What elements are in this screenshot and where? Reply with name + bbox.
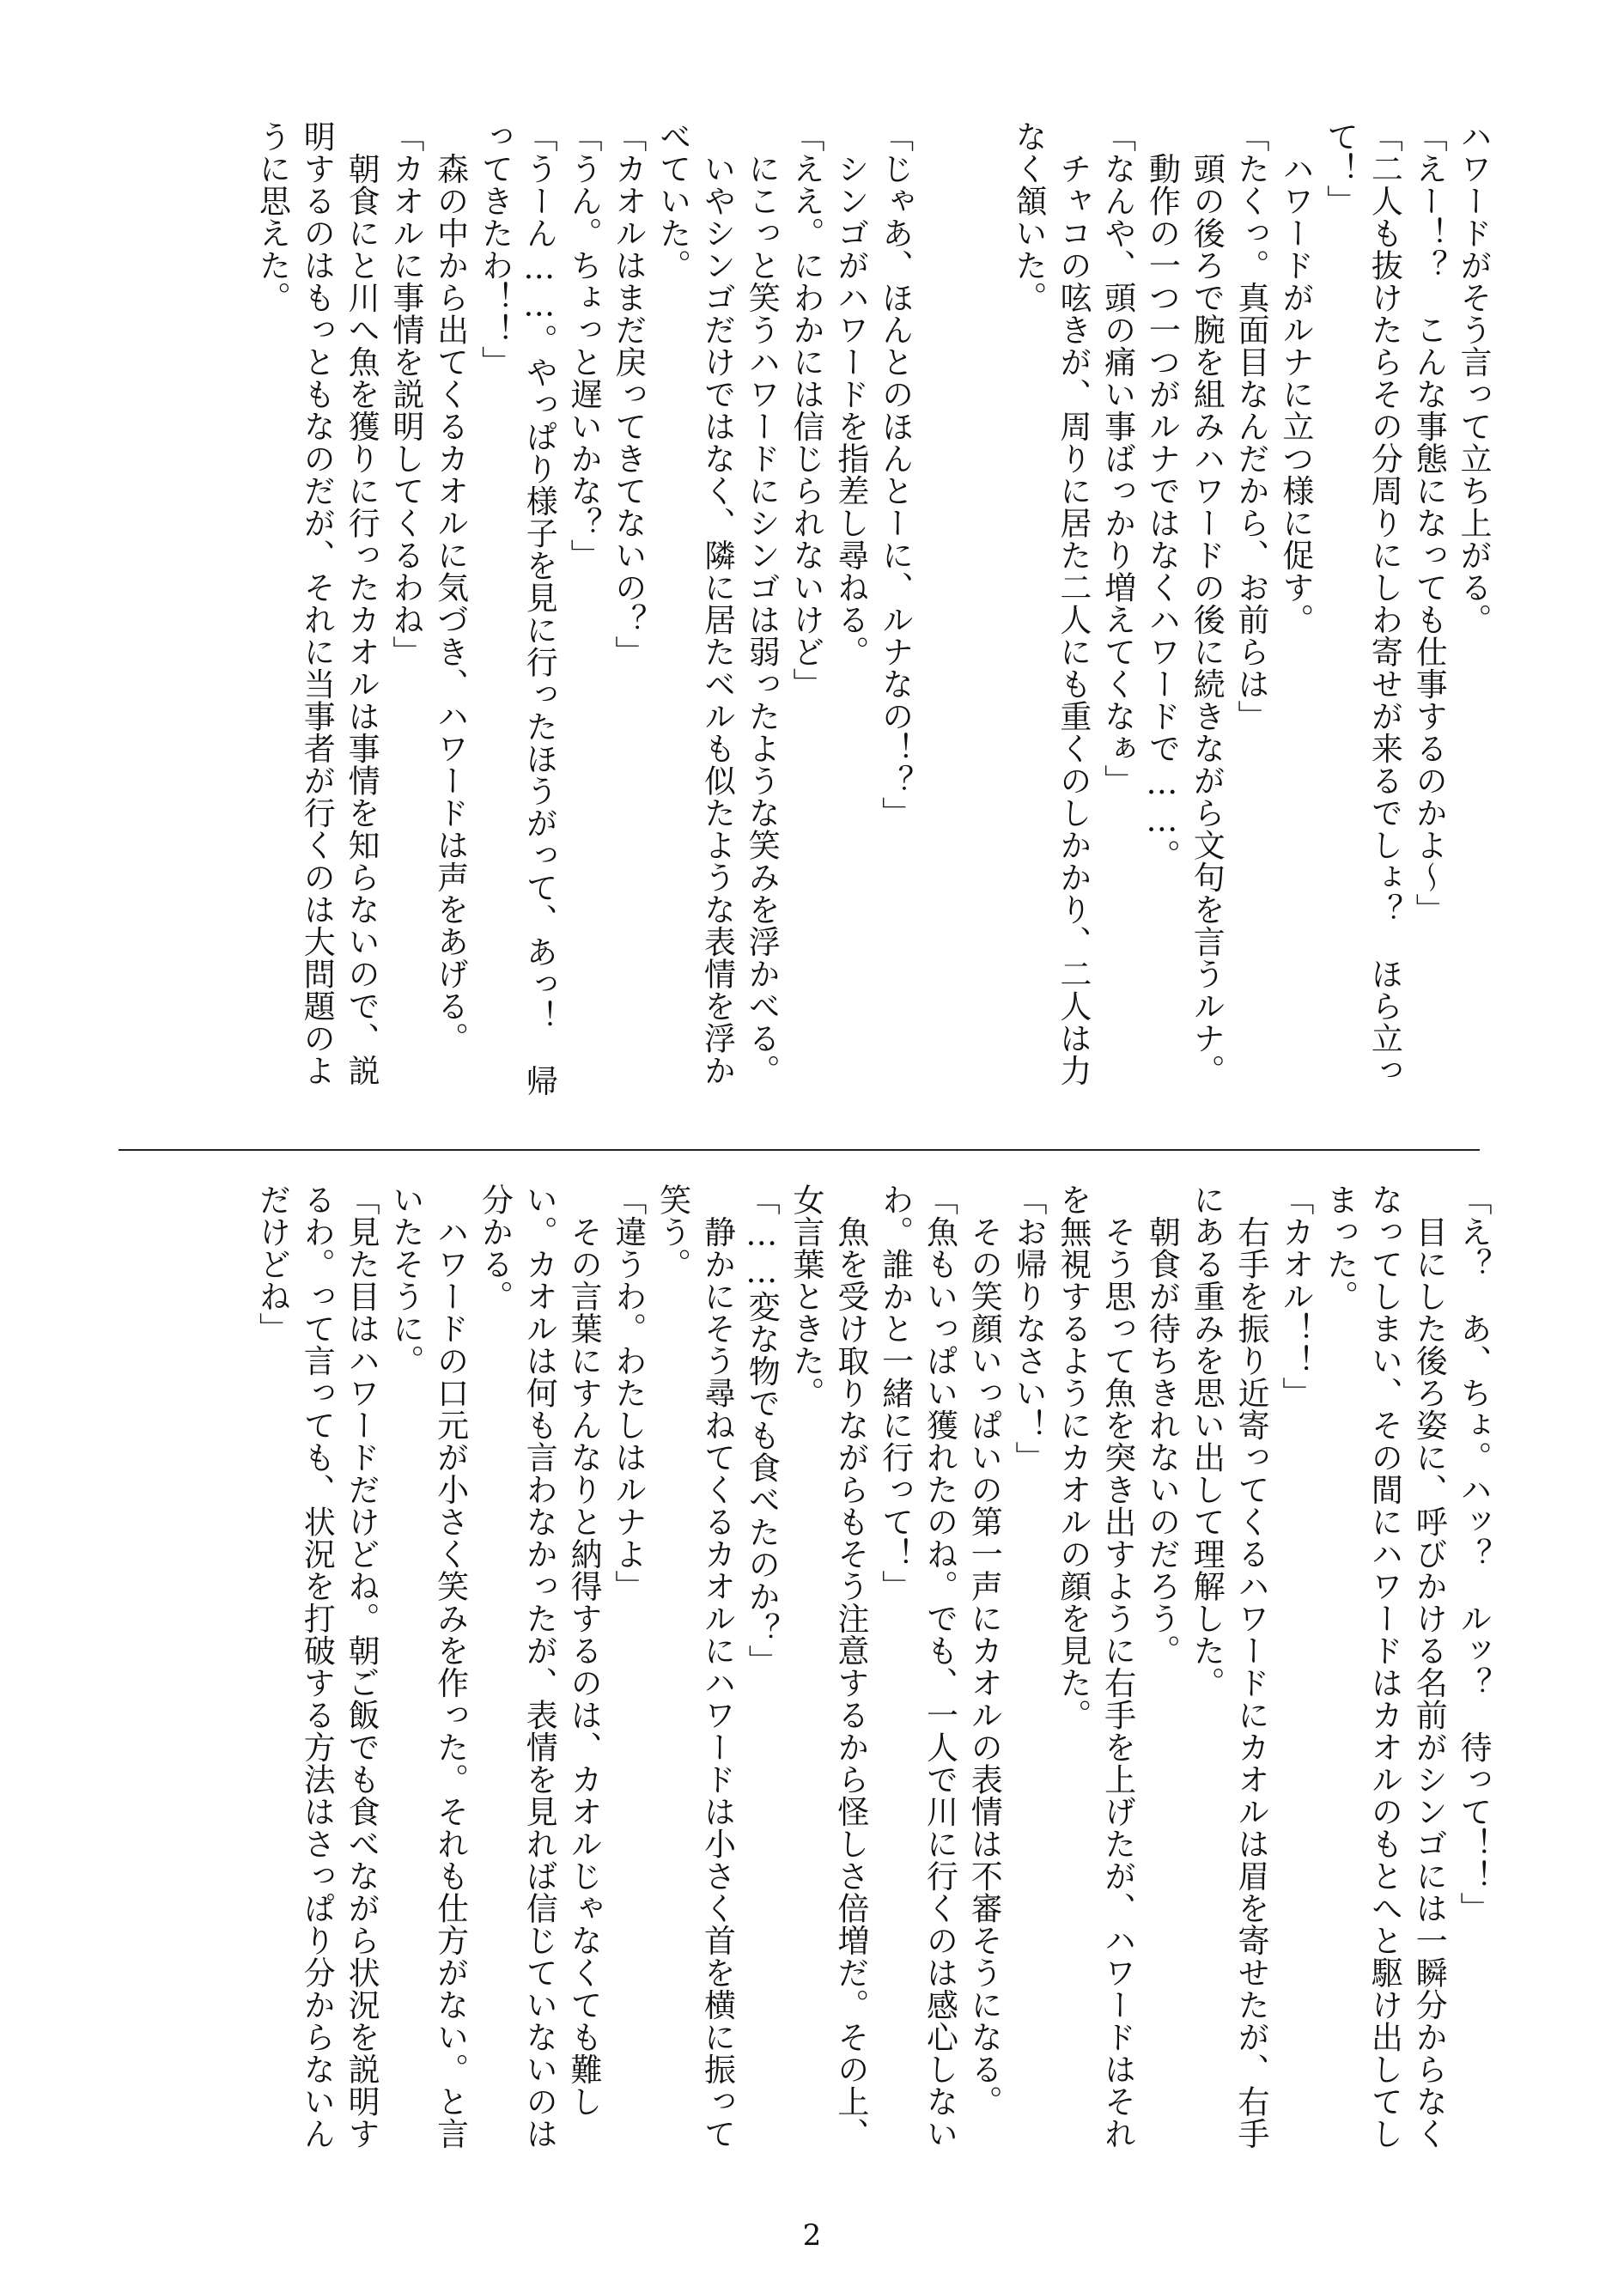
text-line: 右手を振り近寄ってくるハワードにカオルは眉を寄せたが、右手	[1232, 1183, 1270, 2150]
text-line: 「違うわ。わたしはルナよ」	[609, 1183, 647, 1603]
text-line: ってきたわ！！」	[476, 120, 514, 378]
text-line: そう思って魚を突き出すように右手を上げたが、ハワードはそれ	[1098, 1183, 1136, 2150]
text-line: 「うーん……。やっぱり様子を見に行ったほうがって、あっ！ 帰	[520, 120, 558, 1097]
text-line: にある重みを思い出して理解した。	[1188, 1183, 1226, 1699]
text-line: て！」	[1321, 120, 1359, 217]
text-line: ハワードがそう言って立ち上がる。	[1455, 120, 1492, 636]
upper-text-block	[134, 120, 1495, 1125]
text-line: 頭の後ろで腕を組みハワードの後に続きながら文句を言うルナ。	[1188, 120, 1226, 1086]
text-line: ハワードがルナに立つ様に促す。	[1276, 120, 1314, 636]
text-line: 「たくっ。真面目なんだから、お前らは」	[1232, 120, 1270, 733]
text-line	[917, 120, 962, 1125]
text-line: 「ええ。にわかには信じられないけど」	[788, 120, 825, 700]
text-line: にこっと笑うハワードにシンゴは弱ったような笑みを浮かべる。	[743, 120, 781, 1086]
text-line	[961, 120, 1006, 1125]
lower-text-block	[134, 1183, 1495, 2188]
text-line: るわ。って言っても、状況を打破する方法はさっぱり分からないん	[298, 1183, 336, 2150]
text-line: 「じゃあ、ほんとのほんとーに、ルナなの！？」	[876, 120, 914, 829]
text-line: なってしまい、その間にハワードはカオルのもとへと駆け出してし	[1365, 1183, 1403, 2150]
text-line: シンゴがハワードを指差し尋ねる。	[831, 120, 869, 668]
text-line: 「魚もいっぱい獲れたのね。でも、一人で川に行くのは感心しない	[921, 1183, 958, 2150]
text-line: い。カオルは何も言わなかったが、表情を見れば信じていないのは	[520, 1183, 558, 2150]
text-line: 静かにそう尋ねてくるカオルにハワードは小さく首を横に振って	[698, 1183, 736, 2150]
text-line: を無視するようにカオルの顔を見た。	[1054, 1183, 1092, 1731]
text-line: わ。誰かと一緒に行って！」	[876, 1183, 914, 1603]
text-line: 「え？ あ、ちょ。ハッ？ ルッ？ 待って！！」	[1455, 1183, 1492, 1925]
text-line: 「なんや、頭の痛い事ばっかり増えてくなぁ」	[1098, 120, 1136, 797]
text-line: まった。	[1321, 1183, 1359, 1312]
text-line: その笑顔いっぱいの第一声にカオルの表情は不審そうになる。	[965, 1183, 1003, 2118]
text-line: 「二人も抜けたらその分周りにしわ寄せが来るでしょ？ ほら立っ	[1365, 120, 1403, 1086]
text-line: 分かる。	[476, 1183, 514, 1312]
text-line: 「えー！？ こんな事態になっても仕事するのかよ～」	[1410, 120, 1448, 926]
text-line: いたそうに。	[386, 1183, 424, 1377]
text-line: 「カオルはまだ戻ってきてないの？」	[609, 120, 647, 668]
text-line: 「カオルに事情を説明してくるわね」	[386, 120, 424, 668]
text-line: 動作の一つ一つがルナではなくハワードで……。	[1143, 120, 1181, 872]
text-line: チャコの呟きが、周りに居た二人にも重くのしかかり、二人は力	[1054, 120, 1092, 1086]
text-line: 「うん。ちょっと遅いかな？」	[565, 120, 603, 571]
text-line: べていた。	[654, 120, 691, 282]
text-line: その言葉にすんなりと納得するのは、カオルじゃなくても難し	[565, 1183, 603, 2118]
text-line: いやシンゴだけではなく、隣に居たベルも似たような表情を浮か	[698, 120, 736, 1086]
text-line: 「……変な物でも食べたのか？」	[743, 1183, 781, 1677]
text-line: 笑う。	[654, 1183, 691, 1280]
text-line: 「お帰りなさい！」	[1010, 1183, 1048, 1474]
page-number: 2	[802, 2218, 822, 2253]
text-line: ハワードの口元が小さく笑みを作った。それも仕方がない。と言	[431, 1183, 469, 2150]
text-line: 「見た目はハワードだけどね。朝ご飯でも食べながら状況を説明す	[343, 1183, 380, 2150]
text-line: だけどね」	[253, 1183, 291, 1345]
text-line: 森の中から出てくるカオルに気づき、ハワードは声をあげる。	[431, 120, 469, 1055]
text-line: 目にした後ろ姿に、呼びかける名前がシンゴには一瞬分からなく	[1410, 1183, 1448, 2150]
text-line: なく頷いた。	[1010, 120, 1048, 313]
section-divider	[119, 1149, 1480, 1151]
text-line: 「カオル！！」	[1276, 1183, 1314, 1409]
text-line: 朝食にと川へ魚を獲りに行ったカオルは事情を知らないので、説	[343, 120, 380, 1086]
text-line: 女言葉ときた。	[788, 1183, 825, 1409]
text-line: 明するのはもっともなのだが、それに当事者が行くのは大問題のよ	[298, 120, 336, 1086]
text-line: 朝食が待ちきれないのだろう。	[1143, 1183, 1181, 1667]
text-line: うに思えた。	[253, 120, 291, 313]
text-line: 魚を受け取りながらもそう注意するから怪しさ倍増だ。その上、	[831, 1183, 869, 2150]
